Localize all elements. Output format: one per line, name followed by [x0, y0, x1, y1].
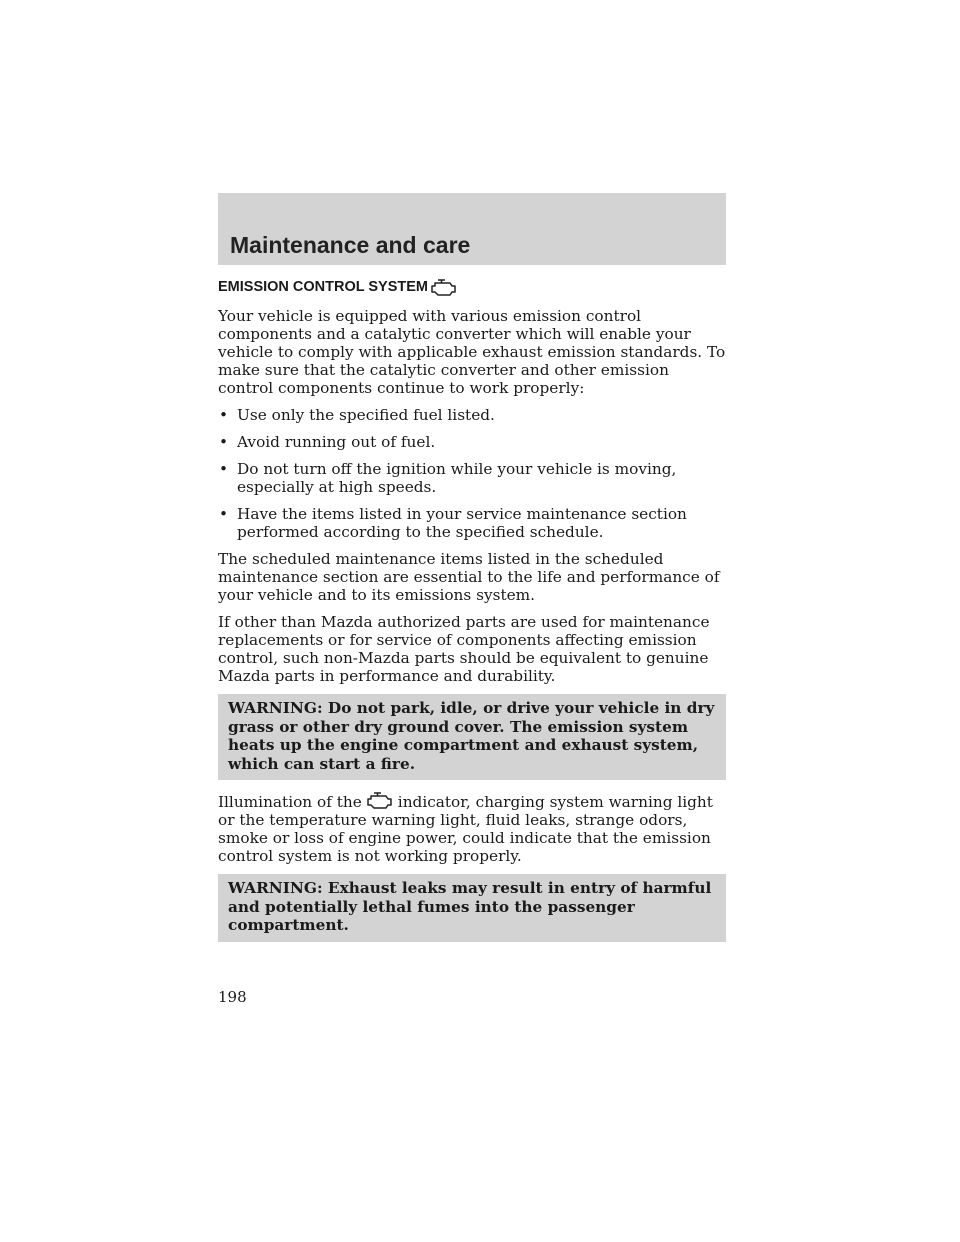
emission-heading	[218, 276, 726, 298]
bullet-icon: •	[219, 505, 229, 523]
scheduled-maintenance-paragraph: The scheduled maintenance items listed in the scheduled maintenance section are essential to the life and performance of your vehicle and to its emissions system.	[218, 550, 720, 604]
bullet-icon: •	[219, 406, 229, 424]
list-item: • Use only the specified fuel listed.	[219, 406, 495, 424]
engine-check-icon	[429, 276, 459, 298]
bullet-icon: •	[219, 433, 229, 451]
page-number: 198	[218, 988, 247, 1006]
heading-text: EMISSION CONTROL SYSTEM	[218, 279, 429, 295]
engine-check-icon	[365, 789, 395, 811]
fire-warning-box: WARNING: Do not park, idle, or drive your vehicle in dry grass or other dry ground cover. The emission system heats up the engine compartment and exhaust system, which can start a fire.	[218, 694, 726, 780]
intro-paragraph: Your vehicle is equipped with various emission control components and a catalytic converter which will enable your vehicle to comply with applicable exhaust emission standards. To make sure that the catalytic converter and other emission control components continue to work properly:	[218, 307, 726, 397]
page-content	[218, 276, 726, 951]
list-item: • Have the items listed in your service maintenance section performed according to the specified schedule.	[219, 505, 687, 541]
section-title: Maintenance and care	[230, 232, 471, 258]
parts-paragraph: If other than Mazda authorized parts are used for maintenance replacements or for service of components affecting emission control, such non-Mazda parts should be equivalent to genuine Mazda parts in performance and durability.	[218, 613, 710, 685]
list-item: • Avoid running out of fuel.	[219, 433, 436, 451]
list-item: • Do not turn off the ignition while your vehicle is moving, especially at high speeds.	[219, 460, 677, 496]
illumination-paragraph: Illumination of the indicator, charging system warning light or the temperature warning light, fluid leaks, strange odors, smoke or loss of engine power, could indicate that the emission control system is not working properly.	[218, 789, 726, 865]
bullet-icon: •	[219, 460, 229, 478]
care-bullet-list	[218, 406, 726, 541]
exhaust-warning-box: WARNING: Exhaust leaks may result in entry of harmful and potentially lethal fumes into the passenger compartment.	[218, 874, 726, 942]
